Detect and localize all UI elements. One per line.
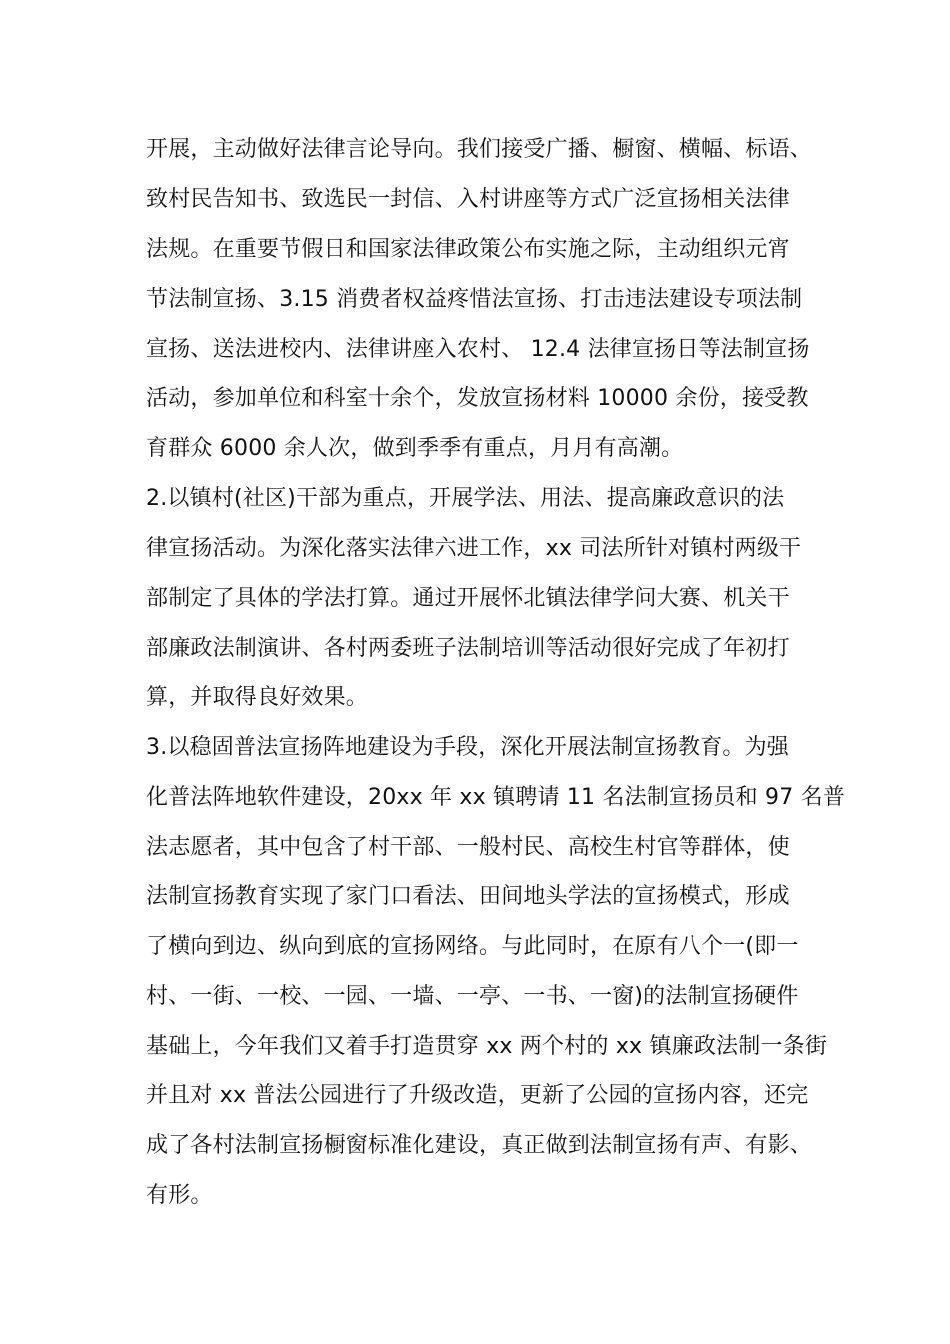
text-line: 化普法阵地软件建设，20xx 年 xx 镇聘请 11 名法制宣扬员和 97 名普 [146,785,846,810]
text-line: 3.以稳固普法宣扬阵地建设为手段，深化开展法制宣扬教育。为强 [146,735,789,760]
text-line: 2.以镇村(社区)干部为重点，开展学法、用法、提高廉政意识的法 [146,486,785,511]
text-line: 开展，主动做好法律言论导向。我们接受广播、橱窗、横幅、标语、 [146,137,813,162]
text-line: 算，并取得良好效果。 [146,685,369,710]
text-line: 律宣扬活动。为深化落实法律六进工作，xx 司法所针对镇村两级干 [146,536,802,561]
text-line: 村、一街、一校、一园、一墙、一亭、一书、一窗)的法制宣扬硬件 [146,984,799,1009]
text-line: 基础上，今年我们又着手打造贯穿 xx 两个村的 xx 镇廉政法制一条街 [146,1034,828,1059]
text-line: 节法制宣扬、3.15 消费者权益疼惜法宣扬、打击违法建设专项法制 [146,287,803,312]
text-line: 部制定了具体的学法打算。通过开展怀北镇法律学问大赛、机关干 [146,586,790,611]
text-line: 育群众 6000 余人次，做到季季有重点，月月有高潮。 [146,436,684,461]
text-line: 致村民告知书、致选民一封信、入村讲座等方式广泛宣扬相关法律 [146,187,790,212]
text-line: 部廉政法制演讲、各村两委班子法制培训等活动很好完成了年初打 [146,636,790,661]
text-line: 宣扬、送法进校内、法律讲座入农村、 12.4 法律宣扬日等法制宣扬 [146,337,810,362]
text-line: 了横向到边、纵向到底的宣扬网络。与此同时，在原有八个一(即一 [146,934,799,959]
text-line: 并且对 xx 普法公园进行了升级改造，更新了公园的宣扬内容，还完 [146,1083,809,1108]
text-line: 活动，参加单位和科室十余个，发放宣扬材料 10000 余份，接受教 [146,386,809,411]
text-line: 法志愿者，其中包含了村干部、一般村民、高校生村官等群体，使 [146,835,790,860]
text-line: 法规。在重要节假日和国家法律政策公布实施之际，主动组织元宵 [146,237,790,262]
text-line: 成了各村法制宣扬橱窗标准化建设，真正做到法制宣扬有声、有影、 [146,1133,813,1158]
text-line: 有形。 [146,1183,213,1208]
text-line: 法制宣扬教育实现了家门口看法、田间地头学法的宣扬模式，形成 [146,884,790,909]
